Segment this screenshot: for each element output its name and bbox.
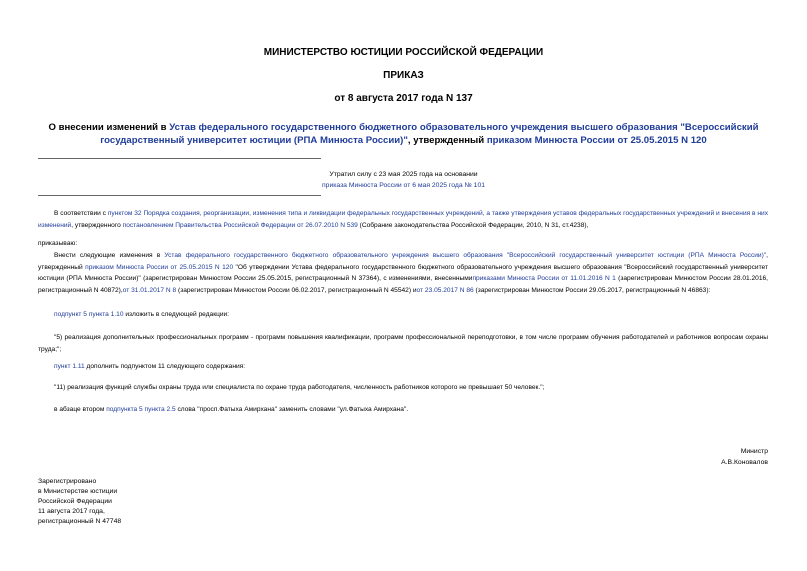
divider-bottom xyxy=(38,195,321,196)
ministry-heading: МИНИСТЕРСТВО ЮСТИЦИИ РОССИЙСКОЙ ФЕДЕРАЦИИ xyxy=(263,47,544,58)
point-1-11-link[interactable]: пункт 1.11 xyxy=(54,363,85,370)
procedure-link[interactable]: пунктом 32 Порядка создания, реорганизации, изменения типа и ликвидации федеральных государственных учреждений, а также утверждения уставов федеральных государственных учреждений и внесения в них изменений xyxy=(38,210,768,229)
amend-order-jan-2017-link[interactable]: от 31.01.2017 N 8 xyxy=(122,286,177,294)
signature-position: Министр xyxy=(740,448,768,455)
intro-paragraph: Внести следующие изменения в Устав федерального государственного бюджетного образовательного учреждения высшего образования "Всероссийский государственный университет юстиции (РПА Минюста России)", утвержденный приказом Минюста России от 25.05.2015 N 120 "Об утверждении Устава федерального государственного бюджетного образовательного учреждения высшего образования "Всероссийский государственный университет юстиции (РПА Минюста России)" (зарегистрирован Минюстом России 25.05.2015, регистрационный N 37364), с изменениями, внесеннымиприказами Минюста России от 11.01.2016 N 1 (зарегистрирован Минюстом России 28.01.2016, регистрационный N 40872),от 31.01.2017 N 8 (зарегистрирован Минюстом России 06.02.2017, регистрационный N 45542) иот 23.05.2017 N 86 (зарегистрирован Минюстом России 29.05.2017, регистрационный N 46863): xyxy=(38,252,768,294)
document-type: ПРИКАЗ xyxy=(383,70,424,81)
intro-order-link[interactable]: приказом Минюста России от 25.05.2015 N 120 xyxy=(85,263,234,271)
intro-charter-link[interactable]: Устав федерального государственного бюджетного образовательного учреждения высшего образования "Всероссийский государственный университет юстиции (РПА Минюста России)" xyxy=(164,252,767,259)
signature-block xyxy=(721,446,768,468)
item-3: в абзаце втором подпункта 5 пункта 2.5 слова "просп.Фатыха Амирхана" заменить словами "ул.Фатыха Амирхана". xyxy=(54,406,409,413)
item-2: пункт 1.11 дополнить подпунктом 11 следующего содержания: xyxy=(54,363,246,370)
document-title: О внесении изменений в Устав федерального государственного бюджетного образовательного учреждения высшего образования "Всероссийский государственный университет юстиции (РПА Минюста России)", утвержденный приказом Минюста России от 25.05.2015 N 120 xyxy=(48,122,759,146)
prikazyvayu: приказываю: xyxy=(38,240,78,247)
preamble-paragraph: В соответствии с пунктом 32 Порядка создания, реорганизации, изменения типа и ликвидации федеральных государственных учреждений, а также утверждения уставов федеральных государственных учреждений и внесения в них изменений, утвержденного постановлением Правительства Российской Федерации от 26.07.2010 N 539 (Собрание законодательства Российской Федерации, 2010, N 31, ст.4238), xyxy=(38,210,768,229)
divider-top xyxy=(38,158,321,159)
document-date-number: от 8 августа 2017 года N 137 xyxy=(334,93,473,104)
repeal-order-link[interactable]: приказа Минюста России от 6 мая 2025 года № 101 xyxy=(321,182,486,189)
amend-order-may-2017-link[interactable]: от 23.05.2017 N 86 xyxy=(416,286,474,294)
repeal-note: Утратил силу с 23 мая 2025 года на основании приказа Минюста России от 6 мая 2025 года № 101 xyxy=(40,169,767,191)
signature-name: А.В.Коновалов xyxy=(721,459,768,466)
quote-1: "5) реализация дополнительных профессиональных программ - программ повышения квалификации, программ профессиональной переподготовки, в том числе программ обучения работодателей и работников вопросам охраны труда;"; xyxy=(38,334,768,353)
registration-block: Зарегистрировано в Министерстве юстиции Российской Федерации 11 августа 2017 года, регистрационный N 47748 xyxy=(38,478,122,525)
quote-2: "11) реализация функций службы охраны труда или специалиста по охране труда работодателя, численность работников которого не превышает 50 человек."; xyxy=(54,384,545,391)
item-1: подпункт 5 пункта 1.10 изложить в следующей редакции: xyxy=(54,311,230,318)
charter-link[interactable]: Устав федерального государственного бюджетного образовательного учреждения высшего образования "Всероссийский государственный университет юстиции (РПА Минюста России)" xyxy=(100,122,759,146)
subpoint-5-link[interactable]: подпункт 5 пункта 1.10 xyxy=(54,311,124,318)
government-resolution-link[interactable]: постановлением Правительства Российской Федерации от 26.07.2010 N 539 xyxy=(122,221,358,229)
subpoint-2-5-link[interactable]: подпункта 5 пункта 2.5 xyxy=(106,406,176,413)
amend-order-2016-link[interactable]: приказами Минюста России от 11.01.2016 N 1 xyxy=(472,275,616,282)
order-link[interactable]: приказом Минюста России от 25.05.2015 N 120 xyxy=(486,135,707,146)
